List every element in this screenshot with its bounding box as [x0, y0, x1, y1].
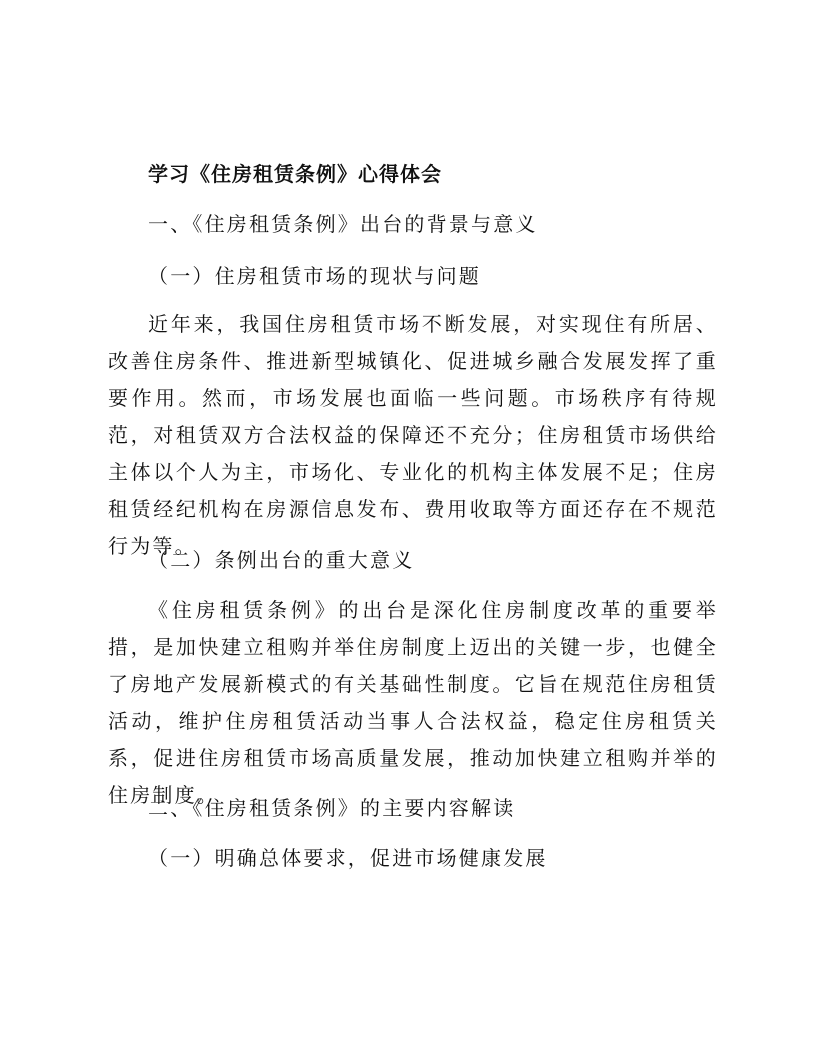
section-1-1-paragraph: 近年来，我国住房租赁市场不断发展，对实现住有所居、改善住房条件、推进新型城镇化、促进城乡融合发展发挥了重要作用。然而，市场发展也面临一些问题。市场秩序有待规范，对租赁双方合法权益的保障还不充分；住房租赁市场供给主体以个人为主，市场化、专业化的机构主体发展不足；住房租赁经纪机构在房源信息发布、费用收取等方面还存在不规范行为等。	[108, 312, 718, 558]
section-1-2-paragraph: 《住房租赁条例》的出台是深化住房制度改革的重要举措，是加快建立租购并举住房制度上迈出的关键一步，也健全了房地产发展新模式的有关基础性制度。它旨在规范住房租赁活动，维护住房租赁活动当事人合法权益，稳定住房租赁关系，促进住房租赁市场高质量发展，推动加快建立租购并举的住房制度。	[108, 598, 718, 807]
section-1-heading: 一、《住房租赁条例》出台的背景与意义	[148, 212, 538, 236]
section-2-1-heading: （一）明确总体要求，促进市场健康发展	[148, 846, 548, 870]
document-title: 学习《住房租赁条例》心得体会	[148, 162, 442, 186]
section-1-1-heading: （一）住房租赁市场的现状与问题	[148, 264, 481, 288]
section-2-heading: 二、《住房租赁条例》的主要内容解读	[148, 796, 516, 820]
section-1-2-heading: （二）条例出台的重大意义	[148, 548, 415, 572]
